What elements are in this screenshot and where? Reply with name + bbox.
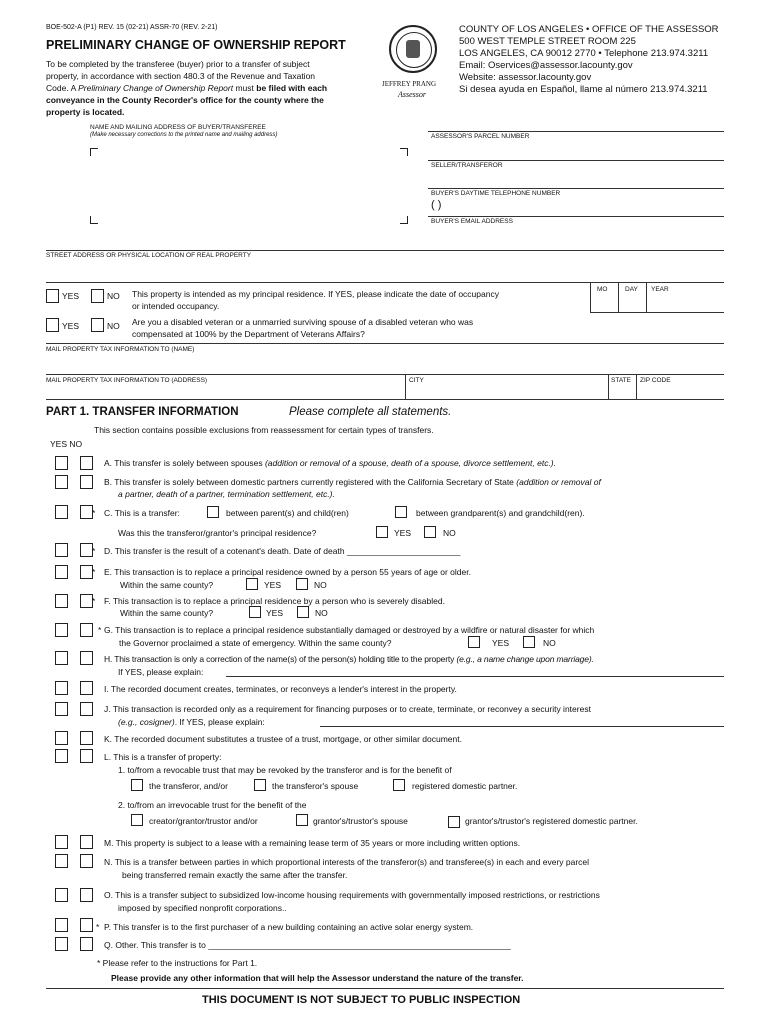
veteran-no-checkbox[interactable] (91, 318, 104, 332)
form-id: BOE-502-A (P1) REV. 15 (02-21) ASSR-70 (REV. 2-21) (46, 24, 218, 31)
item-g-yes-checkbox[interactable] (55, 623, 68, 637)
buyer-label: NAME AND MAILING ADDRESS OF BUYER/TRANSFEREE (90, 124, 266, 131)
veteran-yes-checkbox[interactable] (46, 318, 59, 332)
item-n-yes-checkbox[interactable] (55, 854, 68, 868)
apn-label: ASSESSOR'S PARCEL NUMBER (431, 133, 530, 140)
email-label: BUYER'S EMAIL ADDRESS (431, 218, 513, 225)
l1c-checkbox[interactable] (393, 779, 405, 791)
form-title: PRELIMINARY CHANGE OF OWNERSHIP REPORT (46, 38, 346, 52)
item-k: K. The recorded document substitutes a trustee of a trust, mortgage, or other similar document. (104, 734, 462, 744)
assessor-role: Assessor (398, 90, 427, 99)
g-yes-checkbox[interactable] (468, 636, 480, 648)
item-m-yes-checkbox[interactable] (55, 835, 68, 849)
l2b-checkbox[interactable] (296, 814, 308, 826)
mo-label: MO (597, 286, 608, 293)
asterisk: * (92, 567, 96, 577)
yes-label: YES (266, 608, 284, 618)
c-yes-checkbox[interactable] (376, 526, 388, 538)
item-n-no-checkbox[interactable] (80, 854, 93, 868)
c-no-checkbox[interactable] (424, 526, 436, 538)
item-k-no-checkbox[interactable] (80, 731, 93, 745)
item-c: C. This is a transfer: (104, 508, 180, 518)
item-l-no-checkbox[interactable] (80, 749, 93, 763)
c-question: Was this the transferor/grantor's principal residence? (118, 528, 317, 538)
l1b-label: the transferor's spouse (272, 781, 359, 791)
day-label: DAY (625, 286, 638, 293)
part1-desc: This section contains possible exclusions from reassessment for certain types of transfers. (94, 425, 434, 435)
item-e-county: Within the same county? (120, 580, 214, 590)
c-parent-label: between parent(s) and child(ren) (226, 508, 349, 518)
no-label: NO (543, 638, 556, 648)
l2b-label: grantor's/trustor's spouse (313, 816, 408, 826)
corner-mark-icon (90, 216, 98, 224)
city-label: CITY (409, 377, 424, 384)
yes-label: YES (492, 638, 510, 648)
item-g: G. This transaction is to replace a principal residence substantially damaged or destroyed by a wildfire or natural disaster for which (104, 625, 595, 635)
part1-title: PART 1. TRANSFER INFORMATION (46, 406, 239, 418)
l2c-checkbox[interactable] (448, 816, 460, 828)
item-n: N. This is a transfer between parties in which proportional interests of the transferor(s) and transferee(s) in each and every parcel (104, 857, 590, 867)
footer-notice: THIS DOCUMENT IS NOT SUBJECT TO PUBLIC INSPECTION (202, 994, 521, 1006)
item-m: M. This property is subject to a lease with a remaining lease term of 35 years or more including written options. (104, 838, 521, 848)
l1b-checkbox[interactable] (254, 779, 266, 791)
street-label: STREET ADDRESS OR PHYSICAL LOCATION OF REAL PROPERTY (46, 252, 252, 259)
yes-no-header: YES NO (50, 439, 83, 449)
item-j-explain: (e.g., cosigner). If YES, please explain: (118, 717, 265, 727)
item-l2: 2. to/from an irrevocable trust for the benefit of the (118, 800, 307, 810)
item-l1: 1. to/from a revocable trust that may be revoked by the transferor and is for the benefit of (118, 765, 452, 775)
item-d-yes-checkbox[interactable] (55, 543, 68, 557)
l1a-label: the transferor, and/or (149, 781, 228, 791)
veteran-question: Are you a disabled veteran or a unmarried surviving spouse of a disabled veteran who was compensated at 100% by the Department of Veterans Affairs? (132, 317, 474, 339)
zip-label: ZIP CODE (640, 377, 671, 384)
item-o-yes-checkbox[interactable] (55, 888, 68, 902)
item-f-yes-checkbox[interactable] (55, 594, 68, 608)
state-label: STATE (611, 377, 631, 384)
no-label: NO (315, 608, 328, 618)
item-l: L. This is a transfer of property: (104, 752, 222, 762)
assessor-contact: COUNTY OF LOS ANGELES • OFFICE OF THE ASSESSOR 500 WEST TEMPLE STREET ROOM 225 LOS ANGELES, CA 90012 2770 • Telephone 213.974.3211 Email: Oservices@assessor.lacounty.gov Website: assessor.lacounty.gov Si desea ayuda en Español, llame al número 213.974.3211 (459, 24, 719, 95)
e-yes-checkbox[interactable] (246, 578, 258, 590)
e-no-checkbox[interactable] (296, 578, 308, 590)
corner-mark-icon (90, 148, 98, 156)
item-h-yes-checkbox[interactable] (55, 651, 68, 665)
residence-no-checkbox[interactable] (91, 289, 104, 303)
phone-label: BUYER'S DAYTIME TELEPHONE NUMBER (431, 190, 561, 197)
footnote: * Please refer to the instructions for Part 1. (97, 958, 258, 968)
item-d: D. This transfer is the result of a cotenant's death. Date of death ________________________ (104, 546, 461, 556)
item-k-yes-checkbox[interactable] (55, 731, 68, 745)
buyer-note: (Make necessary corrections to the printed name and mailing address) (90, 132, 278, 138)
item-i-yes-checkbox[interactable] (55, 681, 68, 695)
item-n2: being transferred remain exactly the same after the transfer. (122, 870, 348, 880)
item-i: I. The recorded document creates, terminates, or reconveys a lender's interest in the property. (104, 684, 457, 694)
l2c-label: grantor's/trustor's registered domestic partner. (465, 816, 638, 826)
yes-label: YES (62, 291, 80, 301)
item-o-no-checkbox[interactable] (80, 888, 93, 902)
item-f-county: Within the same county? (120, 608, 214, 618)
item-a-no-checkbox[interactable] (80, 456, 93, 470)
item-b: B. This transfer is solely between domestic partners currently registered with the California Secretary of State (addition or removal of a partner, death of a partner, termination settlement, etc.). (104, 477, 601, 499)
c-parent-checkbox[interactable] (207, 506, 219, 518)
item-b-yes-checkbox[interactable] (55, 475, 68, 489)
item-f: F. This transaction is to replace a principal residence by a person who is severely disabled. (104, 596, 445, 606)
mail-address-label: MAIL PROPERTY TAX INFORMATION TO (ADDRESS) (46, 377, 208, 384)
item-e: E. This transaction is to replace a principal residence owned by a person 55 years of age or older. (104, 567, 471, 577)
item-h-explain: If YES, please explain: (118, 667, 204, 677)
item-q-no-checkbox[interactable] (80, 937, 93, 951)
l2a-label: creator/grantor/trustor and/or (149, 816, 258, 826)
yes-label: YES (62, 321, 80, 331)
corner-mark-icon (400, 148, 408, 156)
item-a-yes-checkbox[interactable] (55, 456, 68, 470)
f-yes-checkbox[interactable] (249, 606, 261, 618)
item-l-yes-checkbox[interactable] (55, 749, 68, 763)
seller-label: SELLER/TRANSFEROR (431, 162, 503, 169)
no-label: NO (314, 580, 327, 590)
item-a: A. This transfer is solely between spouses (addition or removal of a spouse, death of a spouse, divorce settlement, etc.). (104, 458, 556, 468)
item-g-county: the Governor proclaimed a state of emergency. Within the same county? (119, 638, 392, 648)
provide-info: Please provide any other information that will help the Assessor understand the nature of the transfer. (111, 973, 524, 983)
item-j: J. This transaction is recorded only as a requirement for financing purposes or to create, terminate, or reconvey a security interest (104, 704, 591, 714)
item-p-no-checkbox[interactable] (80, 918, 93, 932)
f-no-checkbox[interactable] (297, 606, 309, 618)
assessor-name: JEFFREY PRANG (382, 80, 437, 88)
l1c-label: registered domestic partner. (412, 781, 518, 791)
asterisk: * (92, 596, 96, 606)
item-g-no-checkbox[interactable] (80, 623, 93, 637)
item-b-no-checkbox[interactable] (80, 475, 93, 489)
l1a-checkbox[interactable] (131, 779, 143, 791)
corner-mark-icon (400, 216, 408, 224)
residence-yes-checkbox[interactable] (46, 289, 59, 303)
item-e-yes-checkbox[interactable] (55, 565, 68, 579)
item-o2: imposed by specified nonprofit corporations.. (118, 903, 287, 913)
item-o: O. This is a transfer subject to subsidized low-income housing requirements with governmentally imposed restrictions, or restrictions (104, 890, 600, 900)
item-p: P. This transfer is to the first purchaser of a new building containing an active solar energy system. (104, 922, 474, 932)
item-i-no-checkbox[interactable] (80, 681, 93, 695)
year-label: YEAR (651, 286, 669, 293)
intro-text: To be completed by the transferee (buyer) prior to a transfer of subject property, in accordance with section 480.3 of the Revenue and Taxation Code. A Preliminary Change of Ownership Report must be filed with each conveyance in the County Recorder's office for the county where the property is located. (46, 59, 328, 117)
c-grand-label: between grandparent(s) and grandchild(ren). (416, 508, 585, 518)
no-label: NO (107, 321, 120, 331)
no-label: NO (443, 528, 456, 538)
no-label: NO (107, 291, 120, 301)
item-p-yes-checkbox[interactable] (55, 918, 68, 932)
yes-label: YES (394, 528, 412, 538)
asterisk: * (92, 508, 96, 518)
yes-label: YES (264, 580, 282, 590)
item-c-yes-checkbox[interactable] (55, 505, 68, 519)
phone-parens[interactable]: ( ) (431, 199, 442, 211)
asterisk: * (96, 922, 100, 932)
item-j-yes-checkbox[interactable] (55, 702, 68, 716)
l2a-checkbox[interactable] (131, 814, 143, 826)
asterisk: * (98, 625, 102, 635)
part1-subtitle: Please complete all statements. (289, 406, 452, 418)
residence-question: This property is intended as my principal residence. If YES, please indicate the date of occupancy or intended occupancy. (132, 289, 499, 311)
c-grand-checkbox[interactable] (395, 506, 407, 518)
item-h-no-checkbox[interactable] (80, 651, 93, 665)
item-q-yes-checkbox[interactable] (55, 937, 68, 951)
mail-name-label: MAIL PROPERTY TAX INFORMATION TO (NAME) (46, 346, 195, 353)
asterisk: * (92, 546, 96, 556)
item-q: Q. Other. This transfer is to ________________________________________________________________ (104, 940, 511, 950)
item-h: H. This transaction is only a correction of the name(s) of the person(s) holding title to the property (e.g., a name change upon marriage). (104, 654, 594, 664)
item-m-no-checkbox[interactable] (80, 835, 93, 849)
item-j-no-checkbox[interactable] (80, 702, 93, 716)
county-seal-icon (389, 25, 437, 73)
g-no-checkbox[interactable] (523, 636, 535, 648)
